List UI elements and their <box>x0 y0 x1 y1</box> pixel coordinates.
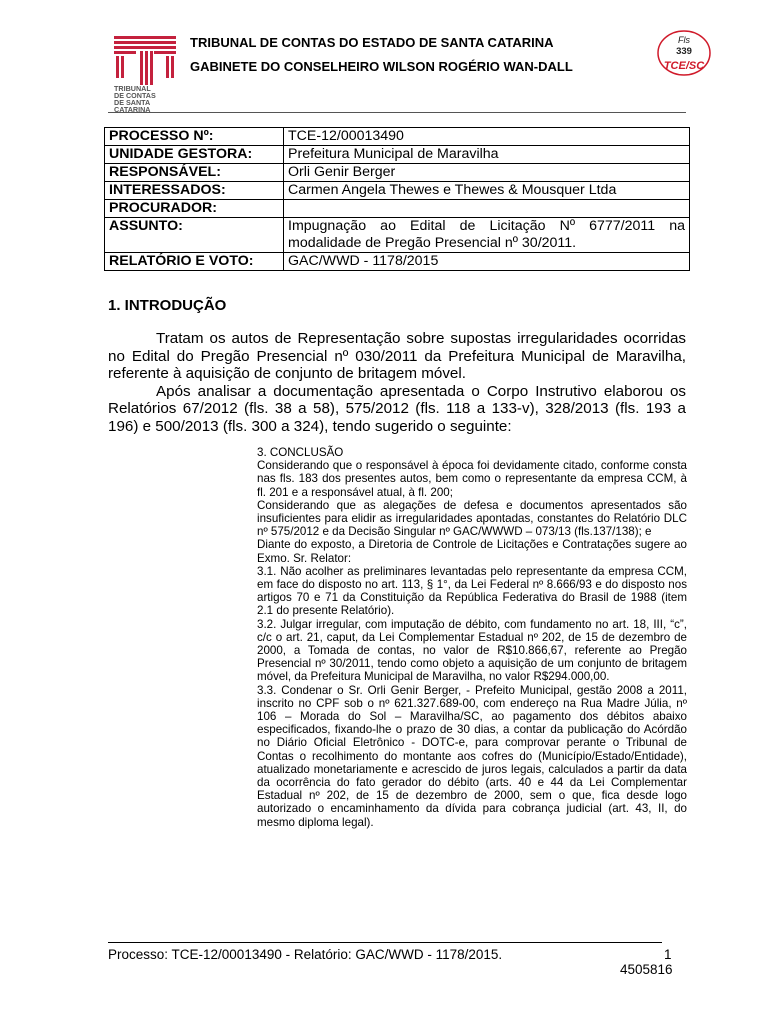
paragraph: Após analisar a documentação apresentada o Corpo Instrutivo elaborou os Relatórios 67/2012 (fls. 38 a 58), 575/2012 (fls. 118 a 133-v), 328/2013 (fls. 193 a 196) e 500/2013 (fls. 300 a 324), tendo sugerido o seguinte: <box>108 382 686 435</box>
page-number: 1 <box>664 947 672 962</box>
svg-text:TRIBUNAL: TRIBUNAL <box>114 84 151 93</box>
page-stamp <box>656 29 712 77</box>
meta-label: RESPONSÁVEL: <box>105 164 284 182</box>
meta-label: PROCURADOR: <box>105 200 284 218</box>
table-row <box>105 200 690 218</box>
tce-sc-logo <box>112 36 178 112</box>
svg-text:DE SANTA: DE SANTA <box>114 98 151 107</box>
quote-paragraph: Considerando que as alegações de defesa e documentos apresentados são insuficientes para elidir as irregularidades apontadas, constantes do Relatório DLC nº 575/2012 e da Decisão Singular nº GAC/WWWD – 073/13 (fls.137/138); e <box>257 498 687 539</box>
meta-label: ASSUNTO: <box>105 218 284 253</box>
footer-divider <box>108 942 662 943</box>
process-info-table <box>104 127 690 271</box>
table-row <box>105 182 690 200</box>
header-divider <box>108 112 686 113</box>
meta-label: INTERESSADOS: <box>105 182 284 200</box>
header-subtitle: GABINETE DO CONSELHEIRO WILSON ROGÉRIO WAN-DALL <box>190 59 573 74</box>
meta-value: Impugnação ao Edital de Licitação Nº 6777/2011 na modalidade de Pregão Presencial nº 30/2011. <box>284 218 690 253</box>
table-row <box>105 218 690 253</box>
meta-value: GAC/WWD - 1178/2015 <box>284 253 690 271</box>
table-row <box>105 128 690 146</box>
stamp-number: 339 <box>676 46 692 57</box>
quote-paragraph: Diante do exposto, a Diretoria de Controle de Licitações e Contratações sugere ao Exmo. Sr. Relator: <box>257 538 687 565</box>
svg-text:CATARINA: CATARINA <box>114 105 151 112</box>
quote-paragraph: 3.1. Não acolher as preliminares levantadas pelo representante da empresa CCM, em face do disposto no art. 113, § 1°, da Lei Federal nº 8.666/93 e do disposto nos artigos 70 e 71 da Constituição da República Federativa do Brasil de 1988 (item 2.1 do presente Relatório). <box>257 564 687 618</box>
meta-value: Carmen Angela Thewes e Thewes & Mousquer Ltda <box>284 182 690 200</box>
meta-value <box>284 200 690 218</box>
section-title: 1. INTRODUÇÃO <box>108 297 227 314</box>
meta-value: Prefeitura Municipal de Maravilha <box>284 146 690 164</box>
meta-label: RELATÓRIO E VOTO: <box>105 253 284 271</box>
stamp-org: TCE/SC <box>663 60 705 72</box>
meta-value: TCE-12/00013490 <box>284 128 690 146</box>
svg-text:DE CONTAS: DE CONTAS <box>114 91 156 100</box>
quote-paragraph: 3. CONCLUSÃO <box>257 446 344 459</box>
stamp-label: Fls <box>678 35 690 45</box>
quote-paragraph: 3.2. Julgar irregular, com imputação de débito, com fundamento no art. 18, III, “c”, c/c o art. 21, caput, da Lei Complementar Estadual nº 202, de 15 de dezembro de 2000, a Tomada de contas, no valor de R$10.866,67, referente ao Pregão Presencial nº 30/2011, tendo como objeto a aquisição de um conjunto de britagem móvel, da Prefeitura Municipal de Maravilha, no valor R$294.000,00. <box>257 617 687 684</box>
footer-text: Processo: TCE-12/00013490 - Relatório: GAC/WWD - 1178/2015. <box>108 947 503 962</box>
table-row <box>105 146 690 164</box>
meta-label: UNIDADE GESTORA: <box>105 146 284 164</box>
document-id: 4505816 <box>620 962 673 977</box>
table-row <box>105 164 690 182</box>
quote-paragraph: 3.3. Condenar o Sr. Orli Genir Berger, - Prefeito Municipal, gestão 2008 a 2011, inscrito no CPF sob o nº 621.327.689-00, com endereço na Rua Madre Júlia, nº 106 – Morada do Sol – Maravilha/SC, ao pagamento dos débitos abaixo especificados, fixando-lhe o prazo de 30 dias, a contar da publicação do Acórdão no Diário Oficial Eletrônico - DOTC-e, para comprovar perante o Tribunal de Contas o recolhimento do montante aos cofres do (Município/Estado/Entidade), atualizado monetariamente e acrescido de juros legais, calculados a partir da data da ocorrência do fato gerador do débito (arts. 40 e 44 da Lei Complementar Estadual nº 202, de 15 de dezembro de 2000, sem o que, fica desde logo autorizado o encaminhamento da dívida para cobrança judicial (art. 43, II, do mesmo diploma legal). <box>257 683 687 829</box>
body-text <box>108 330 686 436</box>
meta-value: Orli Genir Berger <box>284 164 690 182</box>
quoted-conclusion <box>257 446 687 829</box>
meta-label: PROCESSO Nº: <box>105 128 284 146</box>
paragraph: Tratam os autos de Representação sobre supostas irregularidades ocorridas no Edital do Pregão Presencial nº 030/2011 da Prefeitura Municipal de Maravilha, referente à aquisição de conjunto de britagem móvel. <box>108 330 686 383</box>
quote-paragraph: Considerando que o responsável à época foi devidamente citado, conforme consta nas fls. 183 dos presentes autos, bem como o representante da empresa CCM, à fl. 201 e a responsável atual, à fl. 200; <box>257 459 687 499</box>
header-title: TRIBUNAL DE CONTAS DO ESTADO DE SANTA CATARINA <box>190 35 554 50</box>
table-row <box>105 253 690 271</box>
